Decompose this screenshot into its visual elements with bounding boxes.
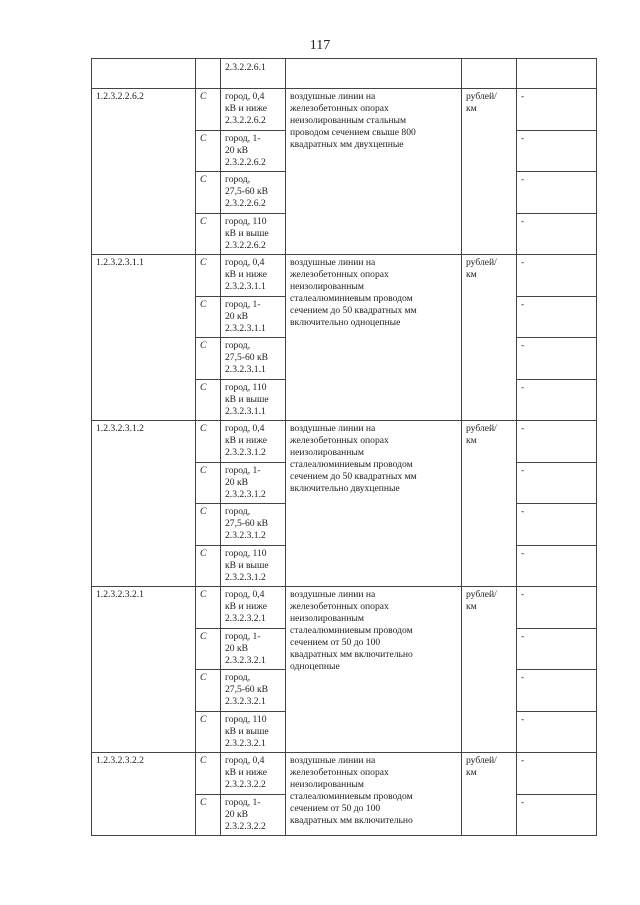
- value-cell: -: [517, 213, 597, 255]
- subgroup-line: 27,5-60 кВ: [225, 684, 269, 695]
- description-line: квадратных мм включительно: [290, 649, 413, 660]
- subgroup-line: город,: [225, 340, 251, 351]
- subgroup-line: город, 1-: [225, 298, 261, 310]
- subgroup-cell: [221, 670, 286, 712]
- value-cell: -: [517, 670, 597, 712]
- subgroup-line: 27,5-60 кВ: [225, 352, 269, 363]
- subgroup-cell: [221, 504, 286, 546]
- code-cell: [92, 59, 196, 89]
- category-cell: С: [196, 296, 221, 338]
- subgroup-line: 2.3.2.3.1.2: [225, 571, 266, 583]
- description-line: железобетонных опорах: [290, 103, 389, 114]
- subgroup-line: кВ и ниже: [225, 103, 268, 114]
- category-cell: С: [196, 379, 221, 421]
- description-cell: [286, 255, 462, 421]
- subgroup-line: 2.3.2.2.6.2: [225, 198, 266, 209]
- code-cell: 1.2.3.2.3.1.2: [92, 421, 196, 587]
- value-cell: -: [517, 421, 597, 463]
- value-cell: -: [517, 587, 597, 629]
- value-cell: -: [517, 545, 597, 587]
- category-cell: С: [196, 89, 221, 131]
- subgroup-line: 20 кВ: [225, 476, 249, 488]
- description-line: сечением от 50 до 100: [290, 803, 381, 814]
- subgroup-line: 2.3.2.3.1.1: [225, 322, 266, 334]
- unit-cell: [462, 89, 517, 255]
- subgroup-line: город, 1-: [225, 630, 261, 642]
- subgroup-line: кВ и выше: [225, 393, 269, 405]
- description-line: квадратных мм двухцепные: [290, 139, 404, 150]
- description-line: воздушные линии на: [290, 423, 376, 434]
- category-cell: С: [196, 545, 221, 587]
- description-cell: [286, 753, 462, 836]
- subgroup-line: 2.3.2.3.1.2: [225, 447, 266, 458]
- table-row: [92, 255, 597, 297]
- value-cell: -: [517, 130, 597, 172]
- description-line: сталеалюминиевым проводом: [290, 625, 413, 636]
- description-line: сталеалюминиевым проводом: [290, 293, 413, 304]
- description-line: включительно одноцепные: [290, 317, 401, 328]
- description-line: включительно двухцепные: [290, 483, 400, 494]
- subgroup-line: 2.3.2.3.2.2: [225, 779, 266, 790]
- subgroup-line: 2.3.2.3.1.2: [225, 530, 266, 541]
- subgroup-line: 2.3.2.2.6.2: [225, 156, 266, 168]
- description-line: неизолированным стальным: [290, 115, 407, 126]
- unit-cell: [462, 255, 517, 421]
- subgroup-line: город,: [225, 174, 251, 185]
- subgroup-cell: [221, 296, 286, 338]
- value-cell: -: [517, 794, 597, 836]
- unit-line: рублей/: [466, 257, 497, 268]
- subgroup-cell: [221, 587, 286, 629]
- subgroup-line: 2.3.2.2.6.2: [225, 115, 266, 126]
- category-cell: С: [196, 255, 221, 297]
- subgroup-line: город, 0,4: [225, 589, 265, 600]
- subgroup-line: 27,5-60 кВ: [225, 186, 269, 197]
- subgroup-line: кВ и выше: [225, 725, 269, 737]
- subgroup-line: 2.3.2.3.2.2: [225, 820, 266, 832]
- description-cell: [286, 587, 462, 753]
- subgroup-line: 2.3.2.3.2.1: [225, 613, 266, 624]
- category-cell: С: [196, 338, 221, 380]
- category-cell: С: [196, 462, 221, 504]
- description-cell: [286, 59, 462, 89]
- description-line: сечением до 50 квадратных мм: [290, 305, 417, 316]
- category-cell: С: [196, 628, 221, 670]
- subgroup-line: кВ и ниже: [225, 435, 268, 446]
- category-cell: С: [196, 794, 221, 836]
- subgroup-line: 2.3.2.3.1.1: [225, 281, 266, 292]
- value-cell: -: [517, 711, 597, 753]
- description-line: воздушные линии на: [290, 755, 376, 766]
- subgroup-line: 2.3.2.3.2.1: [225, 696, 266, 707]
- description-line: сталеалюминиевым проводом: [290, 459, 413, 470]
- subgroup-cell: [221, 59, 286, 89]
- subgroup-line: 20 кВ: [225, 642, 249, 654]
- subgroup-cell: [221, 545, 286, 587]
- unit-cell: [462, 587, 517, 753]
- value-cell: -: [517, 255, 597, 297]
- table-row: [92, 753, 597, 795]
- category-cell: С: [196, 670, 221, 712]
- subgroup-line: город, 1-: [225, 132, 261, 144]
- unit-line: рублей/: [466, 91, 497, 102]
- subgroup-line: 2.3.2.3.2.1: [225, 654, 266, 666]
- description-line: квадратных мм включительно: [290, 815, 413, 826]
- value-cell: -: [517, 504, 597, 546]
- category-cell: С: [196, 504, 221, 546]
- category-cell: С: [196, 213, 221, 255]
- table-row: [92, 421, 597, 463]
- tariff-table: [91, 58, 597, 836]
- subgroup-line: город, 0,4: [225, 257, 265, 268]
- subgroup-cell: [221, 462, 286, 504]
- description-line: железобетонных опорах: [290, 767, 389, 778]
- subgroup-cell: [221, 89, 286, 131]
- unit-line: км: [466, 601, 477, 612]
- unit-cell: [462, 753, 517, 836]
- description-line: проводом сечением свыше 800: [290, 127, 416, 138]
- subgroup-cell: [221, 421, 286, 463]
- description-line: неизолированным: [290, 779, 364, 790]
- unit-line: км: [466, 767, 477, 778]
- subgroup-line: 2.3.2.2.6.1: [225, 62, 266, 73]
- unit-cell: [462, 421, 517, 587]
- description-line: воздушные линии на: [290, 257, 376, 268]
- value-cell: -: [517, 379, 597, 421]
- subgroup-line: кВ и выше: [225, 227, 269, 239]
- value-cell: -: [517, 338, 597, 380]
- table-body: [92, 59, 597, 836]
- table-row: [92, 89, 597, 131]
- subgroup-line: город,: [225, 672, 251, 683]
- subgroup-line: город, 110: [225, 547, 267, 559]
- description-line: железобетонных опорах: [290, 269, 389, 280]
- subgroup-line: город, 110: [225, 713, 267, 725]
- table-row: [92, 587, 597, 629]
- subgroup-line: кВ и выше: [225, 559, 269, 571]
- subgroup-line: 20 кВ: [225, 310, 249, 322]
- value-cell: -: [517, 296, 597, 338]
- page-number: 117: [309, 38, 331, 53]
- description-line: неизолированным: [290, 447, 364, 458]
- description-cell: [286, 421, 462, 587]
- description-line: железобетонных опорах: [290, 601, 389, 612]
- subgroup-line: 2.3.2.3.2.1: [225, 737, 266, 749]
- description-line: воздушные линии на: [290, 589, 376, 600]
- subgroup-line: город, 1-: [225, 796, 261, 808]
- value-cell: -: [517, 172, 597, 214]
- description-cell: [286, 89, 462, 255]
- value-cell: -: [517, 753, 597, 795]
- category-cell: С: [196, 130, 221, 172]
- description-line: сталеалюминиевым проводом: [290, 791, 413, 802]
- value-cell: -: [517, 462, 597, 504]
- description-line: одноцепные: [290, 661, 340, 672]
- category-cell: С: [196, 711, 221, 753]
- subgroup-cell: [221, 255, 286, 297]
- subgroup-line: кВ и ниже: [225, 601, 268, 612]
- code-cell: 1.2.3.2.3.1.1: [92, 255, 196, 421]
- subgroup-cell: [221, 130, 286, 172]
- subgroup-line: город, 0,4: [225, 91, 265, 102]
- subgroup-cell: [221, 379, 286, 421]
- code-cell: 1.2.3.2.3.2.1: [92, 587, 196, 753]
- unit-line: км: [466, 103, 477, 114]
- subgroup-line: город, 110: [225, 215, 267, 227]
- subgroup-line: город, 1-: [225, 464, 261, 476]
- subgroup-line: 2.3.2.3.1.2: [225, 488, 266, 500]
- code-cell: 1.2.3.2.2.6.2: [92, 89, 196, 255]
- category-cell: С: [196, 421, 221, 463]
- description-line: железобетонных опорах: [290, 435, 389, 446]
- description-line: неизолированным: [290, 281, 364, 292]
- category-cell: С: [196, 172, 221, 214]
- subgroup-line: 2.3.2.3.1.1: [225, 364, 266, 375]
- subgroup-line: 2.3.2.3.1.1: [225, 405, 266, 417]
- subgroup-line: 20 кВ: [225, 808, 249, 820]
- value-cell: -: [517, 89, 597, 131]
- category-cell: С: [196, 587, 221, 629]
- description-line: сечением до 50 квадратных мм: [290, 471, 417, 482]
- subgroup-cell: [221, 628, 286, 670]
- value-cell: -: [517, 628, 597, 670]
- unit-line: рублей/: [466, 755, 497, 766]
- subgroup-line: кВ и ниже: [225, 767, 268, 778]
- unit-line: км: [466, 269, 477, 280]
- subgroup-cell: [221, 794, 286, 836]
- subgroup-line: 27,5-60 кВ: [225, 518, 269, 529]
- unit-line: рублей/: [466, 423, 497, 434]
- subgroup-line: 20 кВ: [225, 144, 249, 156]
- subgroup-line: 2.3.2.2.6.2: [225, 239, 266, 251]
- description-line: неизолированным: [290, 613, 364, 624]
- code-cell: 1.2.3.2.3.2.2: [92, 753, 196, 836]
- subgroup-line: город, 0,4: [225, 423, 265, 434]
- subgroup-line: кВ и ниже: [225, 269, 268, 280]
- subgroup-line: город, 0,4: [225, 755, 265, 766]
- unit-cell: [462, 59, 517, 89]
- category-cell: [196, 59, 221, 89]
- subgroup-line: город, 110: [225, 381, 267, 393]
- value-cell: [517, 59, 597, 89]
- subgroup-cell: [221, 338, 286, 380]
- table-row: [92, 59, 597, 89]
- description-line: воздушные линии на: [290, 91, 376, 102]
- unit-line: рублей/: [466, 589, 497, 600]
- subgroup-cell: [221, 213, 286, 255]
- description-line: сечением от 50 до 100: [290, 637, 381, 648]
- category-cell: С: [196, 753, 221, 795]
- subgroup-cell: [221, 753, 286, 795]
- subgroup-cell: [221, 711, 286, 753]
- subgroup-line: город,: [225, 506, 251, 517]
- subgroup-cell: [221, 172, 286, 214]
- unit-line: км: [466, 435, 477, 446]
